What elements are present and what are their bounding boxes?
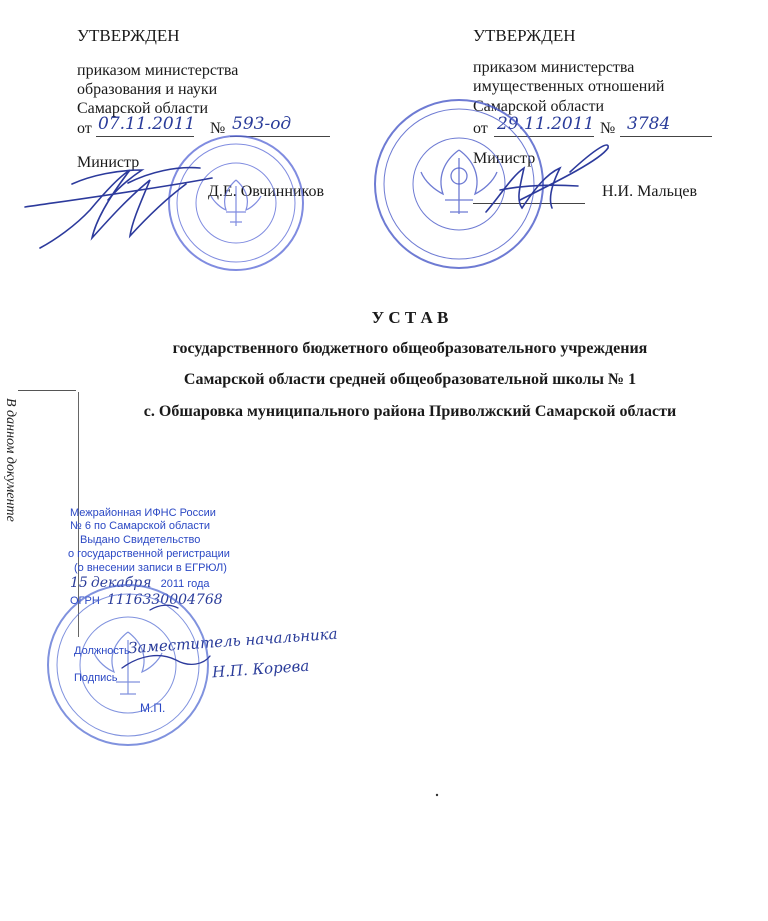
document-title: У С Т А В	[371, 308, 449, 327]
document-title-line1: государственного бюджетного общеобразовательного учреждения	[172, 340, 648, 357]
side-note-text: В данном документе	[3, 398, 18, 522]
approval-right-date: 29.11.2011	[497, 114, 595, 134]
stamp-position-handwritten: Заместитель начальника	[127, 624, 339, 658]
stamp-ogrn-value: 1116330004768	[106, 592, 223, 608]
approval-right-number-label: №	[600, 120, 616, 137]
stamp-date-year: 2011	[160, 578, 185, 590]
approval-right-line1: приказом министерства	[473, 59, 635, 76]
stamp-line4: о государственной регистрации	[68, 548, 230, 560]
approval-right-line3: Самарской области	[473, 98, 604, 115]
document-title-line3: с. Обшаровка муниципального района Приволжский Самарской области	[143, 403, 677, 420]
approval-left-heading: УТВЕРЖДЕН	[77, 26, 180, 45]
approval-left-line1: приказом министерства	[77, 62, 239, 79]
stamp-date-month: декабря	[90, 575, 152, 591]
stamp-signer-handwritten: Н.П. Корева	[211, 656, 310, 682]
approval-right-from-label: от	[473, 120, 488, 137]
approval-left-line2: образования и науки	[77, 81, 218, 98]
approval-right-position: Министр	[473, 150, 536, 167]
left-signature	[25, 168, 212, 248]
approval-left-from-label: от	[77, 120, 92, 137]
paper-dot	[436, 794, 438, 796]
stamp-line1: Межрайонная ИФНС России	[70, 507, 216, 519]
stamp-ogrn-label: ОГРН	[70, 595, 100, 607]
stamp-signature-label: Подпись	[74, 672, 118, 684]
approval-left-date: 07.11.2011	[98, 114, 196, 134]
left-ministry-seal	[169, 136, 303, 270]
approval-right-number: 3784	[627, 114, 671, 134]
approval-left-number-label: №	[210, 120, 226, 137]
approval-left-position: Министр	[77, 154, 140, 171]
stamp-line5: (о внесении записи в ЕГРЮЛ)	[74, 562, 227, 574]
approval-left-line3: Самарской области	[77, 100, 208, 117]
approval-right-line2: имущественных отношений	[473, 78, 665, 95]
right-ministry-seal	[375, 100, 543, 268]
approval-left-number: 593-од	[232, 114, 292, 134]
approval-right-heading: УТВЕРЖДЕН	[473, 26, 576, 45]
approval-left-name: Д.Е. Овчинников	[208, 183, 324, 200]
stamp-position-label: Должность	[74, 645, 130, 657]
tax-office-seal	[48, 585, 208, 745]
stamp-year-suffix: года	[187, 578, 210, 590]
stamp-line3: Выдано Свидетельство	[80, 534, 201, 546]
approval-right-name: Н.И. Мальцев	[602, 183, 698, 200]
stamp-line2: № 6 по Самарской области	[70, 520, 211, 532]
stamp-date-day: 15	[70, 575, 88, 591]
document-title-line2: Самарской области средней общеобразовательной школы № 1	[183, 371, 637, 388]
stamp-signature-squiggle	[122, 605, 210, 668]
stamp-seal-label: М.П.	[140, 701, 166, 715]
